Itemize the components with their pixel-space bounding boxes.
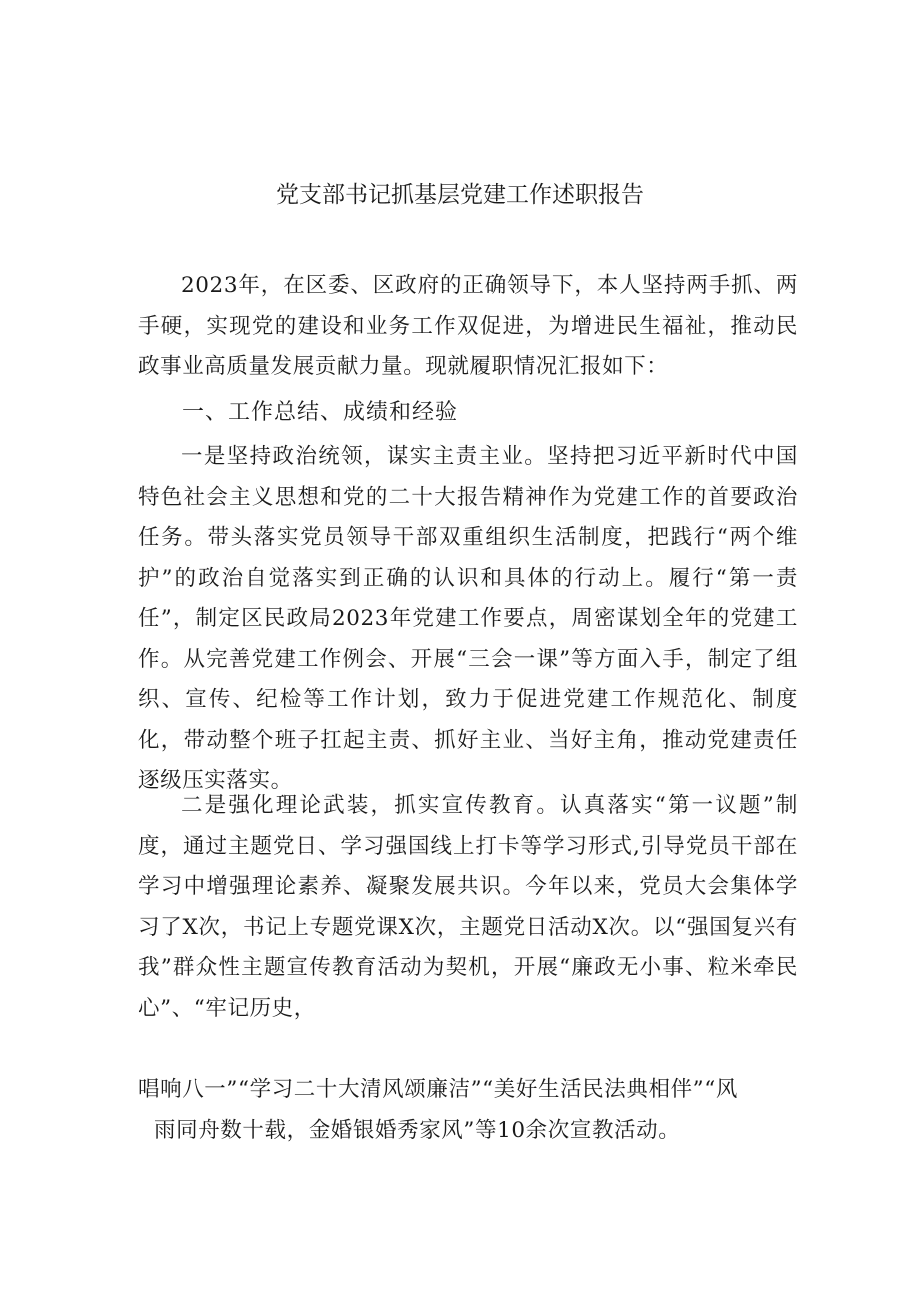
continuation-line-2: 雨同舟数十载，金婚银婚秀家风”等10余次宣教活动。	[154, 1117, 681, 1143]
section-heading: 一、工作总结、成绩和经验	[182, 400, 459, 425]
paragraph-2-block	[138, 786, 798, 1029]
paragraph-2: 二是强化理论武装，抓实宣传教育。认真落实“第一议题”制度，通过主题党日、学习强国线上打卡等学习形式,引导党员干部在学习中增强理论素养、凝聚发展共识。今年以来，党员大会集体学习了X次，书记上专题党课X次，主题党日活动X次。以“强国复兴有我”群众性主题宣传教育活动为契机，开展“廉政无小事、粒米牵民心”、“牢记历史，	[138, 793, 798, 1021]
continuation-line-1: 唱响八一”“学习二十大清风颂廉洁”“美好生活民法典相伴”“风	[138, 1077, 738, 1102]
paragraph-1-block	[138, 437, 798, 802]
paragraph-2-continuation	[138, 1070, 798, 1151]
intro-paragraph: 2023年，在区委、区政府的正确领导下，本人坚持两手抓、两手硬，实现党的建设和业务工作双促进，为增进民生福祉，推动民政事业高质量发展贡献力量。现就履职情况汇报如下：	[138, 273, 798, 379]
document-title: 党支部书记抓基层党建工作述职报告	[276, 182, 644, 208]
paragraph-1: 一是坚持政治统领，谋实主责主业。坚持把习近平新时代中国特色社会主义思想和党的二十大报告精神作为党建工作的首要政治任务。带头落实党员领导干部双重组织生活制度，把践行“两个维护”的政治自觉落实到正确的认识和具体的行动上。履行“第一责任”，制定区民政局2023年党建工作要点，周密谋划全年的党建工作。从完善党建工作例会、开展“三会一课”等方面入手，制定了组织、宣传、纪检等工作计划，致力于促进党建工作规范化、制度化，带动整个班子扛起主责、抓好主业、当好主角，推动党建责任逐级压实落实。	[138, 444, 798, 793]
intro-paragraph-block	[138, 266, 798, 388]
